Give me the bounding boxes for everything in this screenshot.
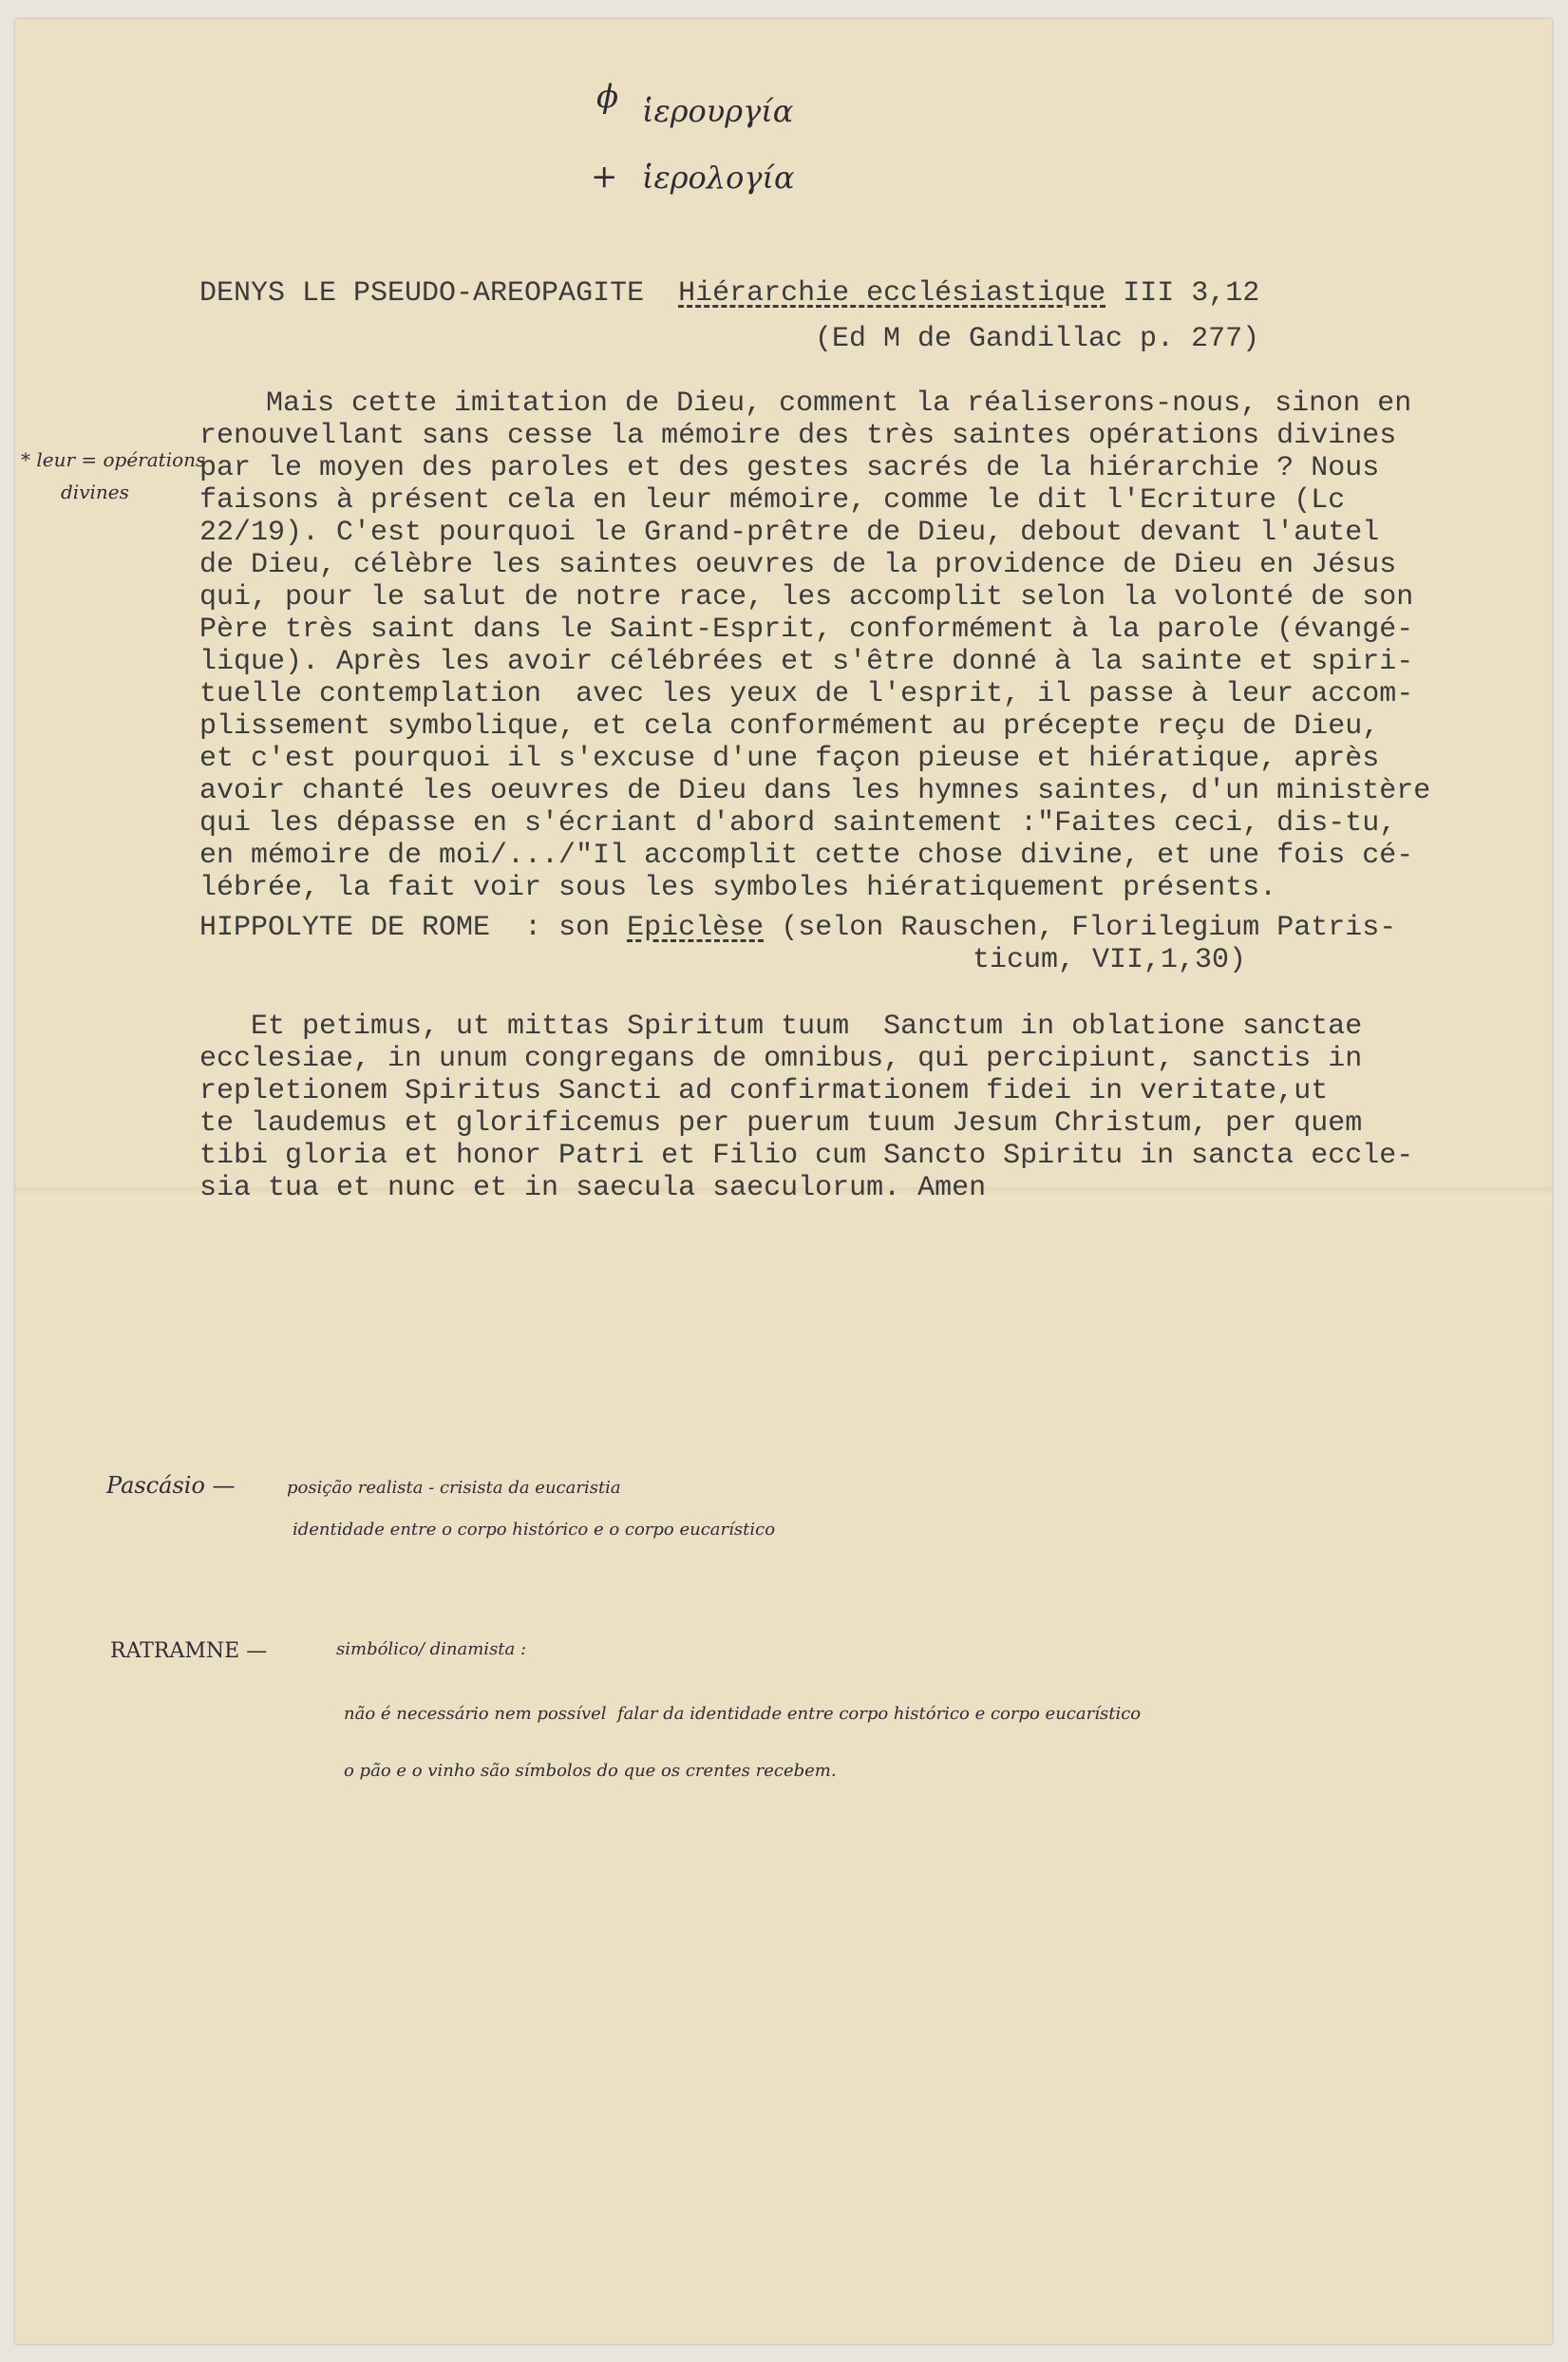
denys-text bbox=[199, 355, 1430, 969]
margin-note-2: divines bbox=[61, 481, 129, 503]
ratramne-line-2: não é necessário nem possível falar da identidade entre corpo histórico e corpo eucarístico bbox=[344, 1704, 1142, 1724]
text-line: qui les dépasse en s'écriant d'abord saintement :"Faites ceci, dis-tu, bbox=[199, 807, 1397, 840]
text-line: lébrée, la fait voir sous les symboles hiératiquement présents. bbox=[199, 872, 1277, 904]
text-line: plissement symbolique, et cela conformément au précepte reçu de Dieu, bbox=[199, 710, 1380, 743]
text-line: renouvellant sans cesse la mémoire des très saintes opérations divines bbox=[199, 420, 1397, 452]
text-line: 22/19). C'est pourquoi le Grand-prêtre de Dieu, debout devant l'autel bbox=[199, 517, 1380, 549]
text-line: qui, pour le salut de notre race, les accomplit selon la volonté de son bbox=[199, 581, 1414, 614]
text-line: Mais cette imitation de Dieu, comment la réaliserons-nous, sinon en bbox=[266, 387, 1412, 420]
ratramne-line-3: o pão e o vinho são símbolos do que os crentes recebem. bbox=[344, 1761, 837, 1781]
hippolyte-work: Epiclèse bbox=[627, 912, 765, 944]
hippolyte-author: HIPPOLYTE DE ROME bbox=[199, 912, 491, 944]
heading-work: Hiérarchie ecclésiastique bbox=[678, 277, 1106, 310]
greek-mark-phi: ϕ bbox=[596, 78, 619, 116]
text-line: par le moyen des paroles et des gestes sacrés de la hiérarchie ? Nous bbox=[199, 452, 1380, 484]
heading-line bbox=[199, 277, 1259, 310]
document-page bbox=[15, 19, 1552, 2344]
margin-note-1: * leur = opérations bbox=[21, 448, 206, 471]
hippolyte-source-1: (selon Rauschen, Florilegium Patris- bbox=[781, 912, 1397, 944]
text-line: de Dieu, célèbre les saintes oeuvres de la providence de Dieu en Jésus bbox=[199, 549, 1397, 581]
greek-mark-cross: + bbox=[591, 158, 618, 196]
heading-ref: III 3,12 bbox=[1123, 277, 1260, 310]
text-line: avoir chanté les oeuvres de Dieu dans les hymnes saintes, d'un ministère bbox=[199, 775, 1431, 807]
text-line: et c'est pourquoi il s'excuse d'une façon pieuse et hiératique, après bbox=[199, 743, 1380, 775]
hippolyte-heading bbox=[199, 912, 1396, 944]
pascasio-line-2: identidade entre o corpo histórico e o corpo eucarístico bbox=[293, 1520, 776, 1540]
text-line: tuelle contemplation avec les yeux de l'esprit, il passe à leur accom- bbox=[199, 678, 1414, 710]
text-line: Père très saint dans le Saint-Esprit, conformément à la parole (évangé- bbox=[199, 614, 1414, 646]
text-line: Et petimus, ut mittas Spiritum tuum Sanctum in oblatione sanctae bbox=[251, 1011, 1363, 1043]
ratramne-label: RATRAMNE — bbox=[110, 1639, 268, 1663]
hippolyte-source-2: ticum, VII,1,30) bbox=[973, 944, 1247, 976]
heading-author: DENYS LE PSEUDO-AREOPAGITE bbox=[199, 277, 645, 310]
latin-text bbox=[199, 978, 1413, 1269]
text-line: ecclesiae, in unum congregans de omnibus, qui percipiunt, sanctis in bbox=[199, 1043, 1363, 1075]
text-line: te laudemus et glorificemus per puerum tuum Jesum Christum, per quem bbox=[199, 1107, 1363, 1140]
greek-note-2: ἱερολογία bbox=[642, 160, 795, 196]
hippolyte-colon: : bbox=[524, 912, 542, 944]
pascasio-line-1: posição realista - crisista da eucaristia bbox=[287, 1478, 621, 1498]
pascasio-label: Pascásio — bbox=[106, 1472, 236, 1499]
text-line: sia tua et nunc et in saecula saeculorum. Amen bbox=[199, 1172, 987, 1204]
ratramne-line-1: simbólico/ dinamista : bbox=[336, 1639, 527, 1659]
greek-note-1: ἱερουργία bbox=[642, 93, 794, 129]
hippolyte-son: son bbox=[558, 912, 611, 944]
text-line: faisons à présent cela en leur mémoire, comme le dit l'Ecriture (Lc bbox=[199, 484, 1346, 517]
text-line: en mémoire de moi/.../"Il accomplit cette chose divine, et une fois cé- bbox=[199, 840, 1414, 872]
text-line: tibi gloria et honor Patri et Filio cum Sancto Spiritu in sancta eccle- bbox=[199, 1140, 1414, 1172]
text-line: lique). Après les avoir célébrées et s'être donné à la sainte et spiri- bbox=[199, 646, 1414, 678]
heading-edition: (Ed M de Gandillac p. 277) bbox=[815, 323, 1260, 355]
text-line: repletionem Spiritus Sancti ad confirmationem fidei in veritate,ut bbox=[199, 1075, 1329, 1107]
